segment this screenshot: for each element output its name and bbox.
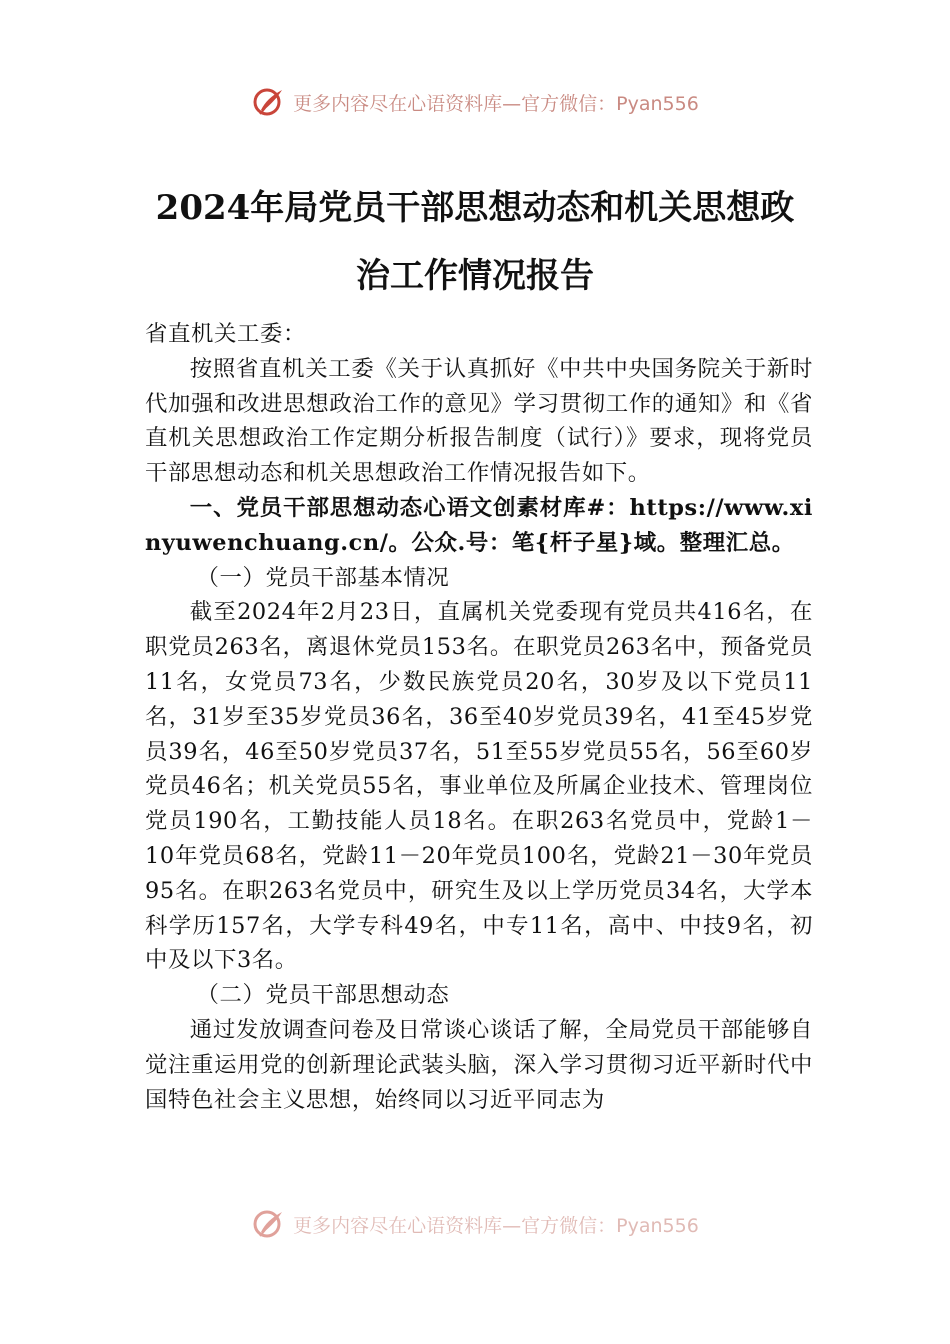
section-1-heading: 一、党员干部思想动态心语文创素材库#：https://www.xinyuwenchuang.cn/。公众.号：笔{杆子星}域。整理汇总。: [145, 494, 813, 556]
watermark-header: [0, 82, 950, 122]
watermark-text: 更多内容尽在心语资料库—官方微信：Pyan556: [293, 92, 699, 115]
document-title-line-1: 2024年局党员干部思想动态和机关思想政: [155, 188, 795, 228]
document-title-line-2: 治工作情况报告: [356, 256, 594, 296]
salutation: 省直机关工委：: [145, 321, 306, 347]
subsection-2-paragraph: 通过发放调查问卷及日常谈心谈话了解，全局党员干部能够自觉注重运用党的创新理论武装头脑，深入学习贯彻习近平新时代中国特色社会主义思想，始终同以习近平同志为: [145, 1016, 813, 1113]
watermark-footer: [0, 1204, 950, 1244]
watermark-text: 更多内容尽在心语资料库—官方微信：Pyan556: [293, 1214, 699, 1237]
subsection-1-paragraph: 截至2024年2月23日，直属机关党委现有党员共416名，在职党员263名，离退休党员153名。在职党员263名中，预备党员11名，女党员73名，少数民族党员20名，30岁及以下党员11名，31岁至35岁党员36名，36至40岁党员39名，41至45岁党员39名，46至50岁党员37名，51至55岁党员55名，56至60岁党员46名；机关党员55名，事业单位及所属企业技术、管理岗位党员190名，工勤技能人员18名。在职263名党员中，党龄1－10年党员68名，党龄11－20年党员100名，党龄21－30年党员95名。在职263名党员中，研究生及以上学历党员34名，大学本科学历157名，大学专科49名，中专11名，高中、中技9名，初中及以下3名。: [145, 599, 813, 974]
subsection-1-heading: （一）党员干部基本情况: [196, 564, 450, 591]
quill-logo-icon: [251, 84, 287, 120]
intro-paragraph: 按照省直机关工委《关于认真抓好《中共中央国务院关于新时代加强和改进思想政治工作的意见》学习贯彻工作的通知》和《省直机关思想政治工作定期分析报告制度（试行）》要求，现将党员干部思想动态和机关思想政治工作情况报告如下。: [145, 355, 813, 487]
document-body: [145, 317, 813, 1117]
subsection-2-heading: （二）党员干部思想动态: [196, 982, 450, 1009]
quill-logo-icon: [251, 1206, 287, 1242]
